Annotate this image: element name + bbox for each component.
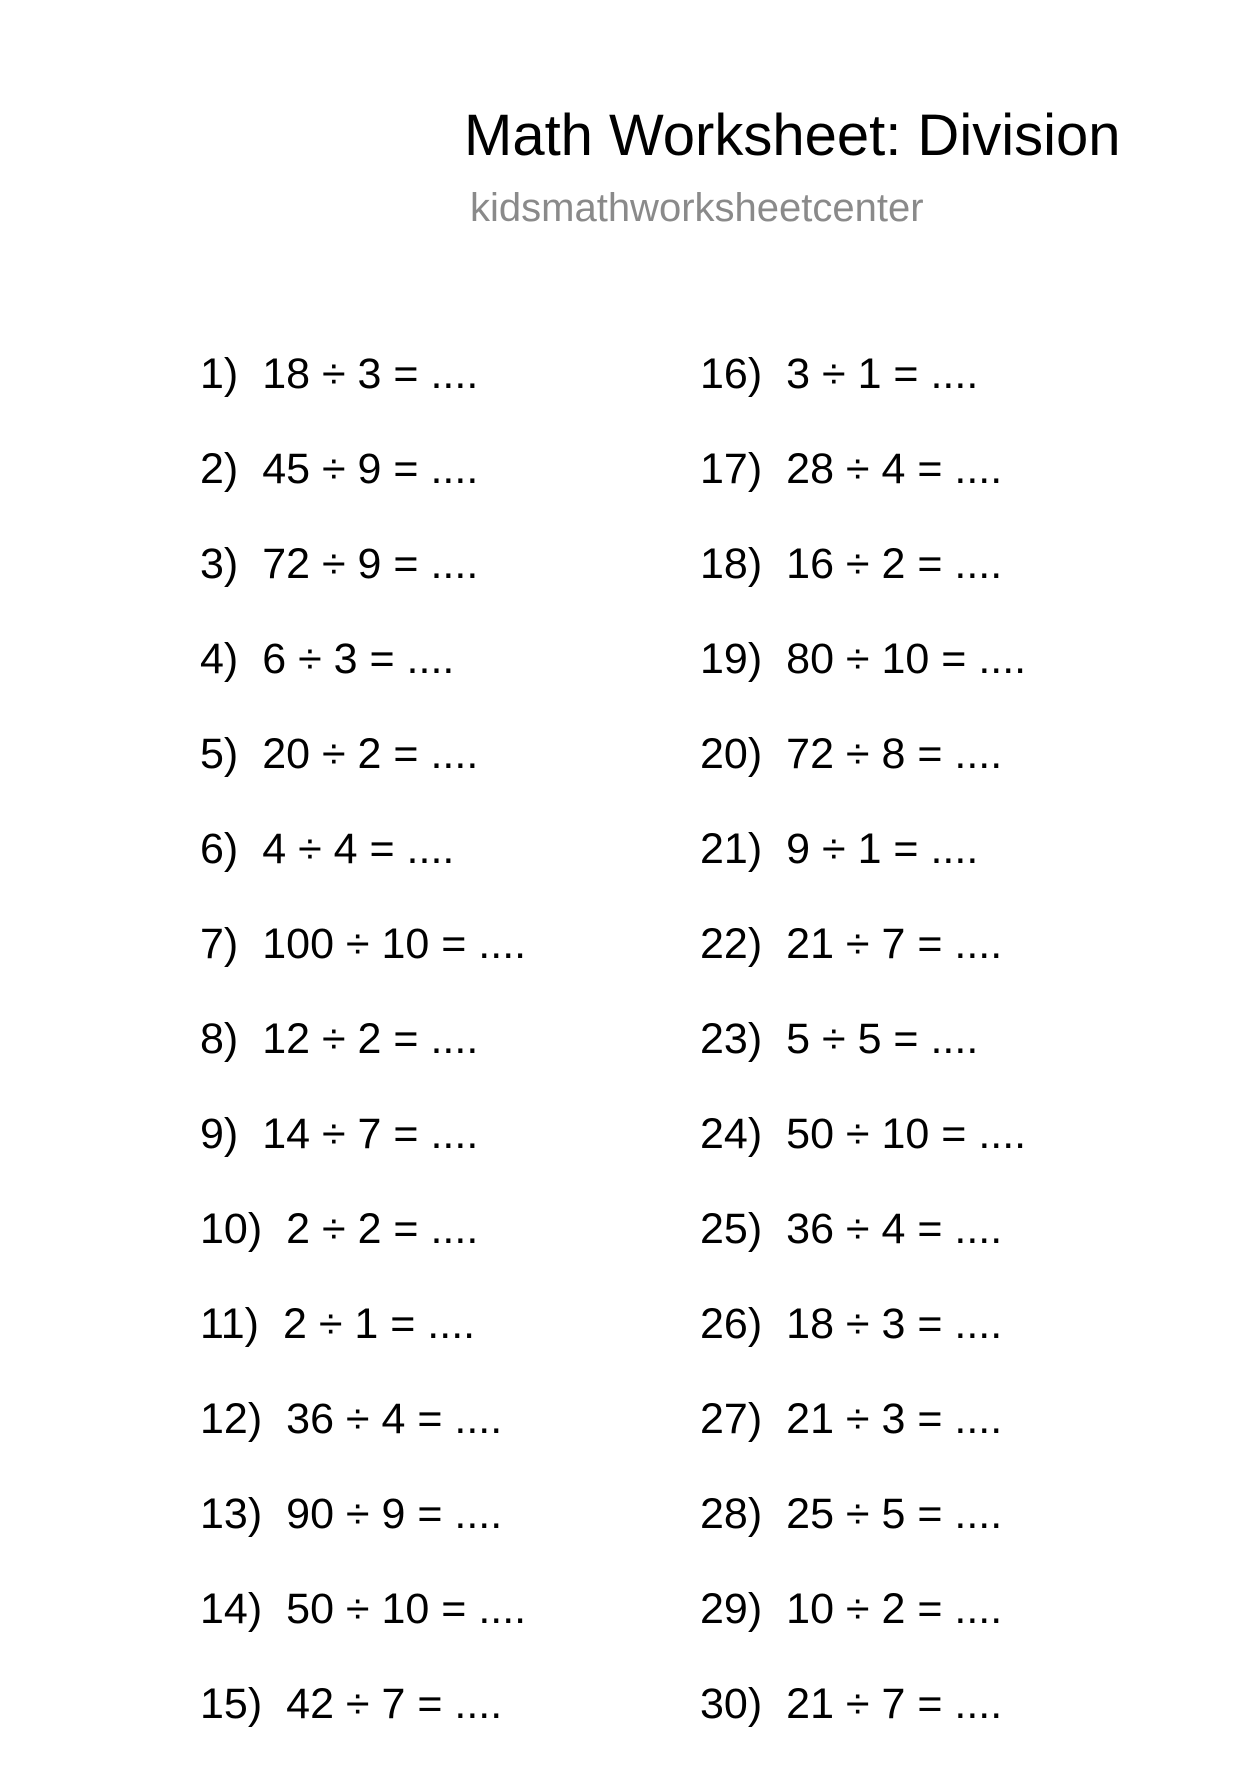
problem-item	[700, 823, 1026, 918]
problem-item	[200, 633, 526, 728]
problem-number: 5)	[200, 730, 239, 778]
problem-expression: 18 ÷ 3 = ....	[262, 350, 479, 398]
problem-number: 26)	[700, 1300, 763, 1348]
problem-number: 18)	[700, 540, 763, 588]
problem-item	[700, 1488, 1026, 1583]
problem-expression: 21 ÷ 7 = ....	[786, 1680, 1003, 1728]
problem-item	[200, 728, 526, 823]
problem-expression: 25 ÷ 5 = ....	[786, 1490, 1003, 1538]
problem-number: 23)	[700, 1015, 763, 1063]
problem-number: 29)	[700, 1585, 763, 1633]
problem-expression: 72 ÷ 9 = ....	[262, 540, 479, 588]
problem-number: 14)	[200, 1585, 263, 1633]
problem-item	[200, 538, 526, 633]
problem-expression: 5 ÷ 5 = ....	[786, 1015, 979, 1063]
problem-number: 9)	[200, 1110, 239, 1158]
problem-expression: 6 ÷ 3 = ....	[262, 635, 455, 683]
problem-item	[200, 1108, 526, 1203]
problem-number: 25)	[700, 1205, 763, 1253]
problem-item	[200, 1678, 526, 1773]
problem-number: 6)	[200, 825, 239, 873]
problem-expression: 14 ÷ 7 = ....	[262, 1110, 479, 1158]
problem-item	[700, 443, 1026, 538]
problem-number: 8)	[200, 1015, 239, 1063]
problem-item	[200, 1488, 526, 1583]
problem-item	[700, 1298, 1026, 1393]
problem-number: 12)	[200, 1395, 263, 1443]
problem-number: 4)	[200, 635, 239, 683]
problem-item	[200, 348, 526, 443]
problem-expression: 90 ÷ 9 = ....	[286, 1490, 503, 1538]
problem-number: 28)	[700, 1490, 763, 1538]
problem-item	[700, 1013, 1026, 1108]
problem-item	[700, 633, 1026, 728]
problem-expression: 50 ÷ 10 = ....	[786, 1110, 1027, 1158]
problem-item	[700, 538, 1026, 633]
problem-list-right	[700, 348, 1026, 1773]
problem-item	[700, 1203, 1026, 1298]
problem-number: 16)	[700, 350, 763, 398]
problem-number: 22)	[700, 920, 763, 968]
problem-number: 24)	[700, 1110, 763, 1158]
problem-number: 3)	[200, 540, 239, 588]
problem-number: 27)	[700, 1395, 763, 1443]
problem-item	[700, 1678, 1026, 1773]
problem-number: 20)	[700, 730, 763, 778]
page-subtitle: kidsmathworksheetcenter	[470, 186, 924, 230]
problem-expression: 2 ÷ 1 = ....	[282, 1300, 476, 1348]
problem-item	[700, 918, 1026, 1013]
problem-number: 17)	[700, 445, 763, 493]
problem-number: 21)	[700, 825, 763, 873]
problem-expression: 80 ÷ 10 = ....	[786, 635, 1027, 683]
problem-expression: 12 ÷ 2 = ....	[262, 1015, 479, 1063]
problem-number: 11)	[200, 1300, 259, 1348]
problem-expression: 28 ÷ 4 = ....	[786, 445, 1003, 493]
problem-expression: 42 ÷ 7 = ....	[286, 1680, 503, 1728]
problem-item	[200, 1393, 526, 1488]
problem-item	[700, 348, 1026, 443]
problem-expression: 3 ÷ 1 = ....	[786, 350, 979, 398]
problem-number: 30)	[700, 1680, 763, 1728]
problem-expression: 10 ÷ 2 = ....	[786, 1585, 1003, 1633]
problem-expression: 50 ÷ 10 = ....	[286, 1585, 527, 1633]
problem-expression: 21 ÷ 3 = ....	[786, 1395, 1003, 1443]
problem-item	[200, 823, 526, 918]
problem-expression: 20 ÷ 2 = ....	[262, 730, 479, 778]
problem-item	[200, 918, 526, 1013]
problem-number: 15)	[200, 1680, 263, 1728]
problem-expression: 4 ÷ 4 = ....	[262, 825, 455, 873]
problem-item	[200, 1013, 526, 1108]
problem-expression: 2 ÷ 2 = ....	[286, 1205, 479, 1253]
problem-expression: 36 ÷ 4 = ....	[786, 1205, 1003, 1253]
problem-expression: 18 ÷ 3 = ....	[786, 1300, 1003, 1348]
problem-item	[200, 443, 526, 538]
problem-expression: 36 ÷ 4 = ....	[286, 1395, 503, 1443]
problem-number: 1)	[200, 350, 239, 398]
problem-number: 7)	[200, 920, 239, 968]
problem-number: 13)	[200, 1490, 263, 1538]
problem-expression: 100 ÷ 10 = ....	[262, 920, 527, 968]
problem-expression: 45 ÷ 9 = ....	[262, 445, 479, 493]
problem-list-left	[200, 348, 526, 1773]
problem-item	[700, 1393, 1026, 1488]
problem-number: 2)	[200, 445, 239, 493]
problem-expression: 21 ÷ 7 = ....	[786, 920, 1003, 968]
problem-number: 10)	[200, 1205, 263, 1253]
problem-item	[200, 1203, 526, 1298]
problem-item	[700, 728, 1026, 823]
problem-expression: 72 ÷ 8 = ....	[786, 730, 1003, 778]
page-title: Math Worksheet: Division	[464, 103, 1121, 168]
problem-number: 19)	[700, 635, 763, 683]
problem-item	[700, 1108, 1026, 1203]
problem-item	[200, 1583, 526, 1678]
problem-item	[200, 1298, 526, 1393]
problem-item	[700, 1583, 1026, 1678]
problem-expression: 16 ÷ 2 = ....	[786, 540, 1003, 588]
problem-expression: 9 ÷ 1 = ....	[786, 825, 979, 873]
